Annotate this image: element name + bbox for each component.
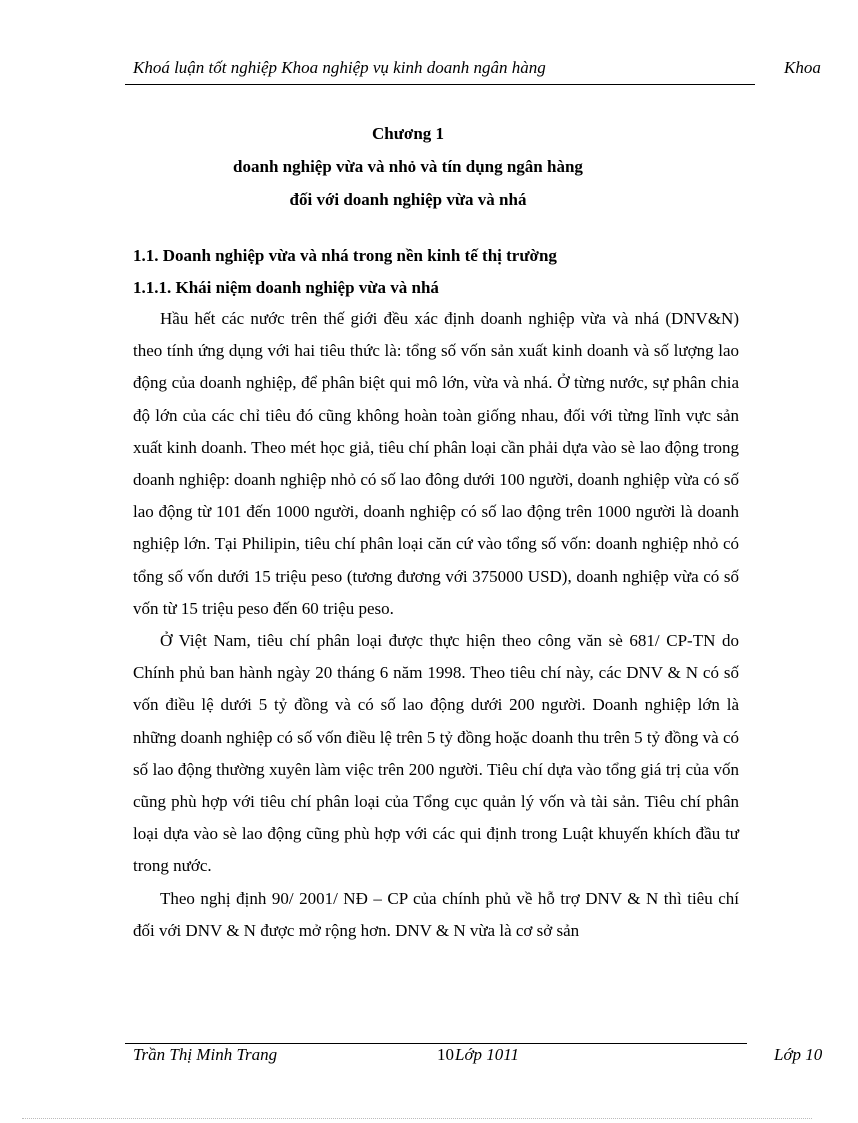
page-number: 10 [437,1045,454,1064]
footer-author: Trần Thị Minh Trang [133,1045,278,1064]
page-bottom-border [22,1118,812,1119]
subsection-heading: 1.1.1. Khái niệm doanh nghiệp vừa và nhá [133,278,439,297]
body-text [133,303,739,947]
footer-right: Lớp 10 [774,1045,823,1064]
chapter-title-line-1: doanh nghiệp vừa và nhỏ và tín dụng ngân hàng [233,157,583,176]
running-header-right: Khoa [784,58,821,77]
paragraph: Ở Việt Nam, tiêu chí phân loại được thực hiện theo công văn sè 681/ CP-TN do Chính phủ ban hành ngày 20 tháng 6 năm 1998. Theo tiêu chí này, các DNV & N có số vốn điều lệ dưới 5 tỷ đồng và có số lao động dưới 200 người. Doanh nghiệp lớn là những doanh nghiệp có số vốn điều lệ trên 5 tỷ đồng hoặc doanh thu trên 5 tỷ đồng và có số lao động thường xuyên làm việc trên 200 người. Tiêu chí dựa vào tổng giá trị của vốn cũng phù hợp với tiêu chí phân loại của Tổng cục quản lý vốn và tài sản. Tiêu chí phân loại dựa vào sè lao động cũng phù hợp với các qui định trong Luật khuyến khích đầu tư trong nước. [133,631,739,876]
chapter-number: Chương 1 [371,124,445,143]
chapter-title-line-2: đối với doanh nghiệp vừa và nhá [289,190,527,209]
running-header: Khoá luận tốt nghiệp Khoa nghiệp vụ kinh doanh ngân hàng [133,58,546,77]
footer-class: Lớp 1011 [455,1045,520,1064]
section-heading: 1.1. Doanh nghiệp vừa và nhá trong nền kinh tế thị trường [133,246,557,265]
paragraph: Theo nghị định 90/ 2001/ NĐ – CP của chính phủ về hỗ trợ DNV & N thì tiêu chí đối với DNV & N được mở rộng hơn. DNV & N vừa là cơ sở sản [133,888,739,940]
footer-divider [125,1043,747,1044]
paragraph: Hầu hết các nước trên thế giới đều xác định doanh nghiệp vừa và nhá (DNV&N) theo tính ứng dụng với hai tiêu thức là: tổng số vốn sản xuất kinh doanh và số lượng lao động của doanh nghiệp, để phân biệt qui mô lớn, vừa và nhá. Ở từng nước, sự phân chia độ lớn của các chỉ tiêu đó cũng không hoàn toàn giống nhau, đối với từng lĩnh vực sản xuất kinh doanh. Theo mét học giả, tiêu chí phân loại cần phải dựa vào sè lao động trong doanh nghiệp: doanh nghiệp nhỏ có số lao đông dưới 100 người, doanh nghiệp vừa có số lao động từ 101 đến 1000 người, doanh nghiệp có số lao động trên 1000 người là doanh nghiệp lớn. Tại Philipin, tiêu chí phân loại căn cứ vào tổng số vốn: doanh nghiệp nhỏ có tổng số vốn dưới 15 triệu peso (tương đương với 375000 USD), doanh nghiệp vừa có số vốn từ 15 triệu peso đến 60 triệu peso. [133,309,739,618]
header-divider [125,84,755,85]
